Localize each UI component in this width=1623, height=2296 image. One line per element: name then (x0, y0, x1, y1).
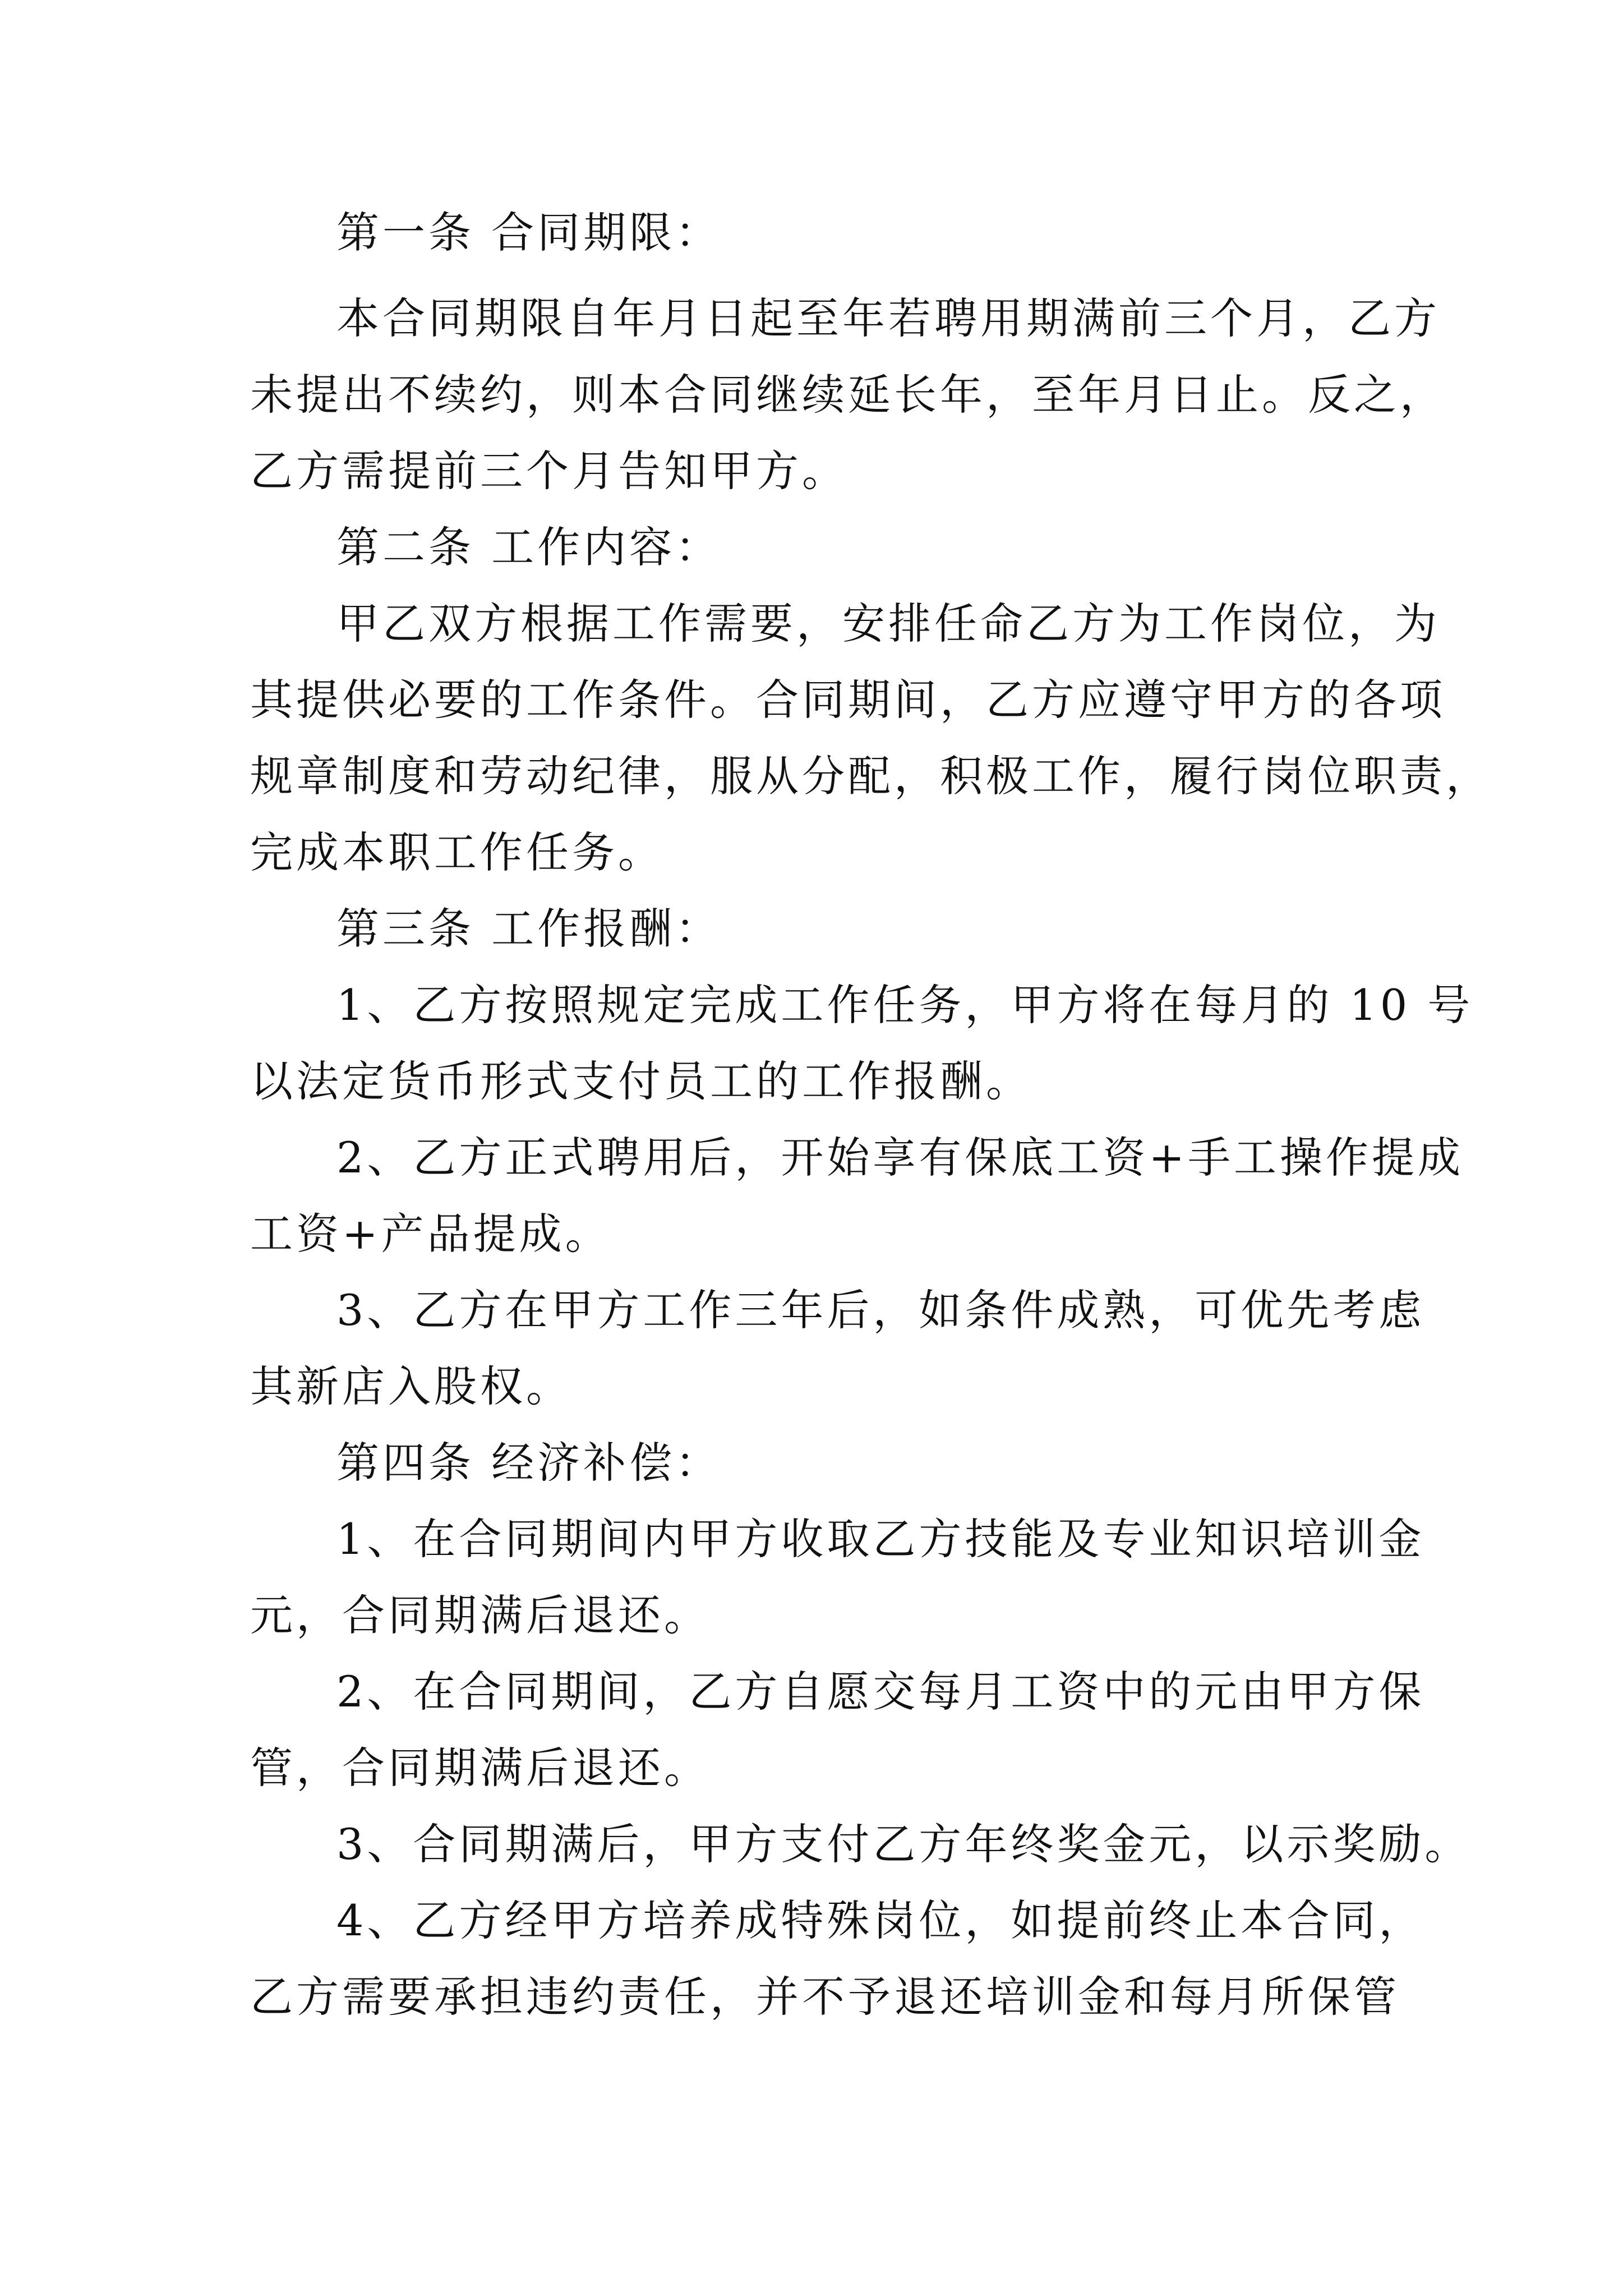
list-item-line: 3、合同期满后，甲方支付乙方年终奖金元，以示奖励。 (336, 1819, 1471, 1869)
list-item-line: 以法定货币形式支付员工的工作报酬。 (250, 1056, 1032, 1106)
article-2-heading: 第二条 工作内容： (336, 522, 722, 572)
paragraph-line: 完成本职工作任务。 (250, 827, 664, 877)
list-item-line: 1、在合同期间内甲方收取乙方技能及专业知识培训金 (336, 1514, 1425, 1564)
paragraph-line: 甲乙双方根据工作需要，安排任命乙方为工作岗位，为 (336, 599, 1440, 648)
article-4-heading: 第四条 经济补偿： (336, 1438, 722, 1488)
list-item-line: 4、乙方经甲方培养成特殊岗位，如提前终止本合同， (336, 1895, 1425, 1945)
paragraph-line: 其提供必要的工作条件。合同期间，乙方应遵守甲方的各项 (250, 675, 1446, 725)
paragraph-line: 未提出不续约，则本合同继续延长年，至年月日止。反之， (250, 370, 1446, 420)
list-item-line: 其新店入股权。 (250, 1361, 572, 1411)
list-item-line: 工资+产品提成。 (250, 1209, 611, 1259)
paragraph-line: 本合同期限自年月日起至年若聘用期满前三个月，乙方 (336, 293, 1440, 343)
article-3-heading: 第三条 工作报酬： (336, 904, 722, 954)
paragraph-line: 规章制度和劳动纪律，服从分配，积极工作，履行岗位职责， (250, 751, 1492, 801)
list-item-line: 乙方需要承担违约责任，并不予退还培训金和每月所保管 (250, 1972, 1400, 2022)
list-item-line: 2、乙方正式聘用后，开始享有保底工资+手工操作提成 (336, 1133, 1464, 1182)
article-1-heading: 第一条 合同期限： (336, 208, 722, 257)
paragraph-line: 乙方需提前三个月告知甲方。 (250, 446, 848, 496)
list-item-line: 1、乙方按照规定完成工作任务，甲方将在每月的 10 号 (336, 980, 1474, 1030)
list-item-line: 3、乙方在甲方工作三年后，如条件成熟，可优先考虑 (336, 1285, 1425, 1335)
list-item-line: 管，合同期满后退还。 (250, 1743, 710, 1793)
list-item-line: 元，合同期满后退还。 (250, 1590, 710, 1640)
list-item-line: 2、在合同期间，乙方自愿交每月工资中的元由甲方保 (336, 1667, 1425, 1717)
